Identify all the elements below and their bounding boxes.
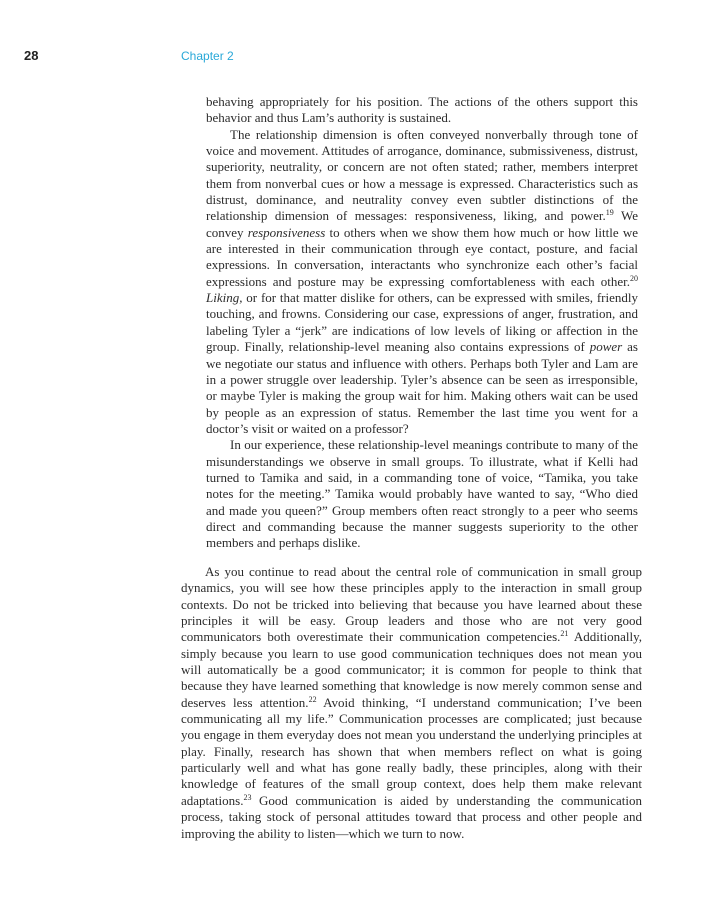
footnote-ref-19: 19 [605, 208, 614, 218]
footnote-ref-20: 20 [630, 273, 638, 283]
footnote-ref-22: 22 [308, 694, 317, 704]
text-run: or for that matter dislike for others, can be expressed with smiles, friendly touching, and frowns. Considering our case, expressions of anger, frustration, and labeling Tyler a “jerk” are indications of low levels of liking or affection in the group. Finally, relationship-level meaning also contains expressions of [206, 290, 638, 355]
paragraph-1: behaving appropriately for his position. The actions of the others support this behavior and thus Lam’s authority is sustained. [206, 94, 638, 126]
paragraph-4 [181, 564, 642, 842]
text-run: Additionally, simply because you learn to use good communication techniques does not mean you will automatically be a good communicator; it is common for people to think that because they have learned something that knowledge is now merely common sense and deserves less attention. [181, 629, 643, 710]
main-text-block [181, 564, 642, 842]
page-number: 28 [24, 48, 39, 63]
text-run: Avoid thinking, “I understand communication; I’ve been communicating all my life.” Communication processes are complicated; just because you engage in them everyday does not mean you understand the underlying principles at play. Finally, research has shown that when members reflect on what is going particularly well and what has gone really badly, these principles, along with their knowledge of features of the small group context, does help them make relevant adaptations. [181, 694, 642, 808]
emphasis-power: power [589, 339, 623, 355]
text-run: to others when we show them how much or how little we are interested in their communication through eye contact, posture, and facial expressions. In conversation, interactants who synchronize each other’s facial expressions and posture may be expressing comfortableness with each other. [206, 224, 638, 289]
text-run: Good communication is aided by understanding the communication process, taking stock of personal attitudes toward that process and other people and improving the ability to listen—which we turn to now. [181, 792, 642, 841]
chapter-title: Chapter 2 [181, 49, 234, 63]
indented-case-block [206, 94, 638, 552]
paragraph-2 [206, 127, 638, 438]
text-run: The relationship dimension is often conveyed nonverbally through tone of voice and movement. Attitudes of arrogance, dominance, submissiveness, distrust, superiority, neutrality, or concern are not often stated; rather, members interpret them from nonverbal cues or how a message is expressed. Characteristics such as distrust, dominance, and neutrality convey even subtler distinctions of the relationship dimension of messages: responsiveness, liking, and power. [206, 126, 638, 224]
paragraph-3: In our experience, these relationship-level meanings contribute to many of the misunderstandings we observe in small groups. To illustrate, what if Kelli had turned to Tamika and said, in a commanding tone of voice, “Tamika, you take notes for the meeting.” Tamika would probably have wanted to say, “Who died and made you queen?” Group members often react strongly to a peer who seems direct and commanding because the manner suggests superiority to the other members and perhaps dislike. [206, 437, 638, 551]
emphasis-responsiveness: responsiveness [247, 224, 326, 240]
emphasis-liking: Liking, [206, 290, 243, 306]
text-run: We convey [206, 208, 639, 240]
footnote-ref-23: 23 [243, 792, 252, 802]
text-run: as we negotiate our status and influence with others. Perhaps both Tyler and Lam are in a power struggle over leadership. Tyler’s absence can be seen as irresponsible, or maybe Tyler is making the group wait for him. Making others wait can be used by people as an expression of status. Remember the last time you went for a doctor’s visit or waited on a professor? [206, 339, 638, 436]
text-run: As you continue to read about the central role of communication in small group dynamics, you will see how these principles apply to the interaction in small group contexts. Do not be tricked into believing that because you have learned about these principles it will be easy. Group leaders and those who are not very good communicators both overestimate their communication competencies. [181, 564, 642, 645]
footnote-ref-21: 21 [560, 629, 569, 639]
